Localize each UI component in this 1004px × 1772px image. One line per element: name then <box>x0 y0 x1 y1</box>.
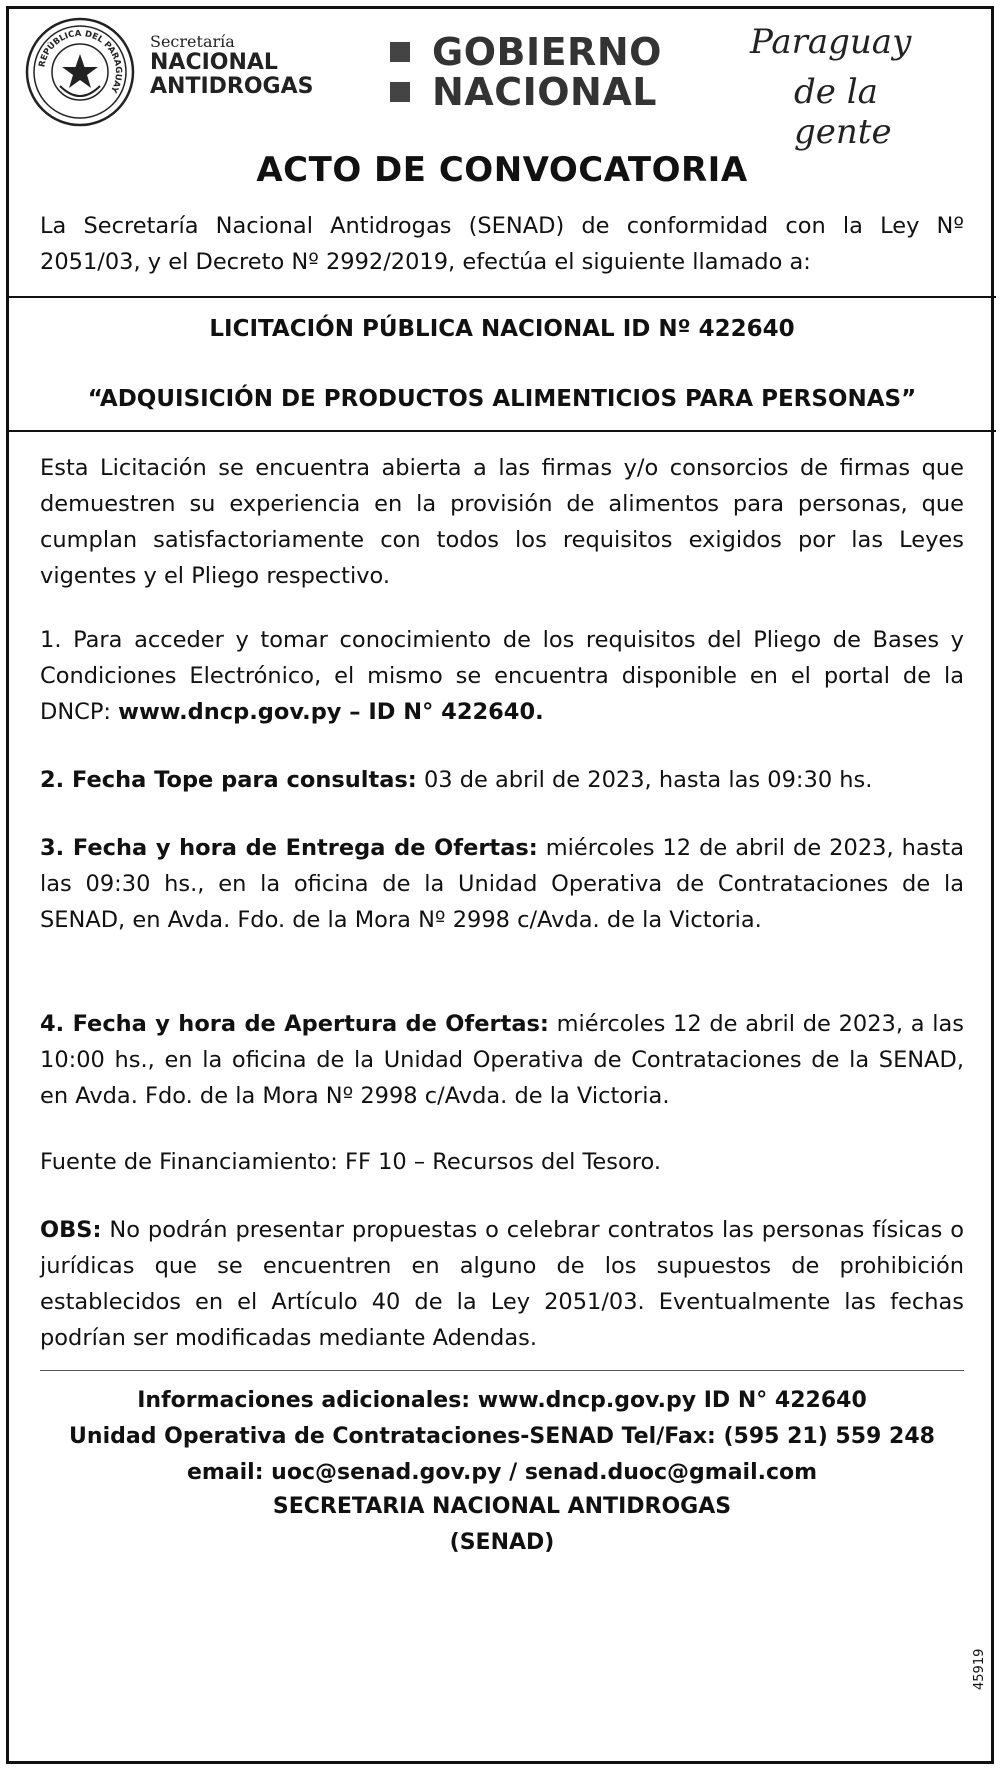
footer-org: SECRETARIA NACIONAL ANTIDROGAS <box>272 1494 732 1519</box>
divider <box>8 430 996 432</box>
paragraph-access-text: 1. Para acceder y tomar conocimiento de los requisitos del Pliego de Bases y Condiciones Electrónico, el mismo se encuentra disponible en el portal de la DNCP: <box>40 627 964 725</box>
paragraph-consult-deadline <box>40 762 964 798</box>
tender-name: “ADQUISICIÓN DE PRODUCTOS ALIMENTICIOS PARA PERSONAS” <box>87 386 917 412</box>
paragraph-opening <box>40 1006 964 1114</box>
consult-deadline-value: 03 de abril de 2023, hasta las 09:30 hs. <box>416 767 873 793</box>
senad-logo-line1: NACIONAL <box>150 50 278 75</box>
paragraph-eligibility: Esta Licitación se encuentra abierta a las firmas y/o consorcios de firmas que demuestren su experiencia en la provisión de alimentos para personas, que cumplan satisfactoriamente con todos los requisitos exigidos por las Leyes vigentes y el Pliego respectivo. <box>40 455 964 589</box>
gobierno-nacional-logo <box>390 32 662 112</box>
paragraph-obs <box>40 1212 964 1356</box>
gob-logo-line1: GOBIERNO <box>432 30 662 74</box>
opening-value: miércoles 12 de abril de 2023, a las 10:00 hs., en la oficina de la Unidad Operativa de Contrataciones de la SENAD, en Avda. Fdo. de la Mora Nº 2998 c/Avda. de la Victoria. <box>40 1011 964 1109</box>
senad-logo <box>150 32 313 99</box>
gob-logo-line2: NACIONAL <box>432 70 657 114</box>
delivery-value: miércoles 12 de abril de 2023, hasta las 09:30 hs., en la oficina de la Unidad Operativa de Contrataciones de la SENAD, en Avda. Fdo. de la Mora Nº 2998 c/Avda. de la Victoria. <box>40 835 964 933</box>
obs-label: OBS: <box>40 1217 102 1243</box>
senad-logo-small: Secretaría <box>150 32 235 51</box>
slogan-line1: Paraguay <box>750 22 912 62</box>
obs-value: No podrán presentar propuestas o celebrar contratos las personas físicas o jurídicas que se encuentren en alguno de los supuestos de prohibición establecidos en el Artículo 40 de la Ley 2051/03. Eventualmente las fechas podrían ser modificadas mediante Adendas. <box>40 1217 964 1351</box>
footer-info: Informaciones adicionales: www.dncp.gov.py ID N° 422640 <box>137 1388 867 1413</box>
paragraph-delivery <box>40 830 964 938</box>
opening-label: 4. Fecha y hora de Apertura de Ofertas: <box>40 1011 549 1037</box>
footer-email: email: uoc@senad.gov.py / senad.duoc@gmail.com <box>186 1460 818 1485</box>
slogan-line2: de la gente <box>794 72 892 152</box>
paragraph-access-link: www.dncp.gov.py – ID N° 422640. <box>118 699 544 725</box>
senad-logo-line2: ANTIDROGAS <box>150 74 314 99</box>
divider <box>40 1370 964 1371</box>
logo-square-icon <box>390 82 410 102</box>
delivery-label: 3. Fecha y hora de Entrega de Ofertas: <box>40 835 538 861</box>
page-title: ACTO DE CONVOCATORIA <box>256 150 748 190</box>
footer-org-abbr: (SENAD) <box>449 1530 555 1555</box>
logo-square-icon <box>390 42 410 62</box>
consult-deadline-label: 2. Fecha Tope para consultas: <box>40 767 417 793</box>
footer-contact: Unidad Operativa de Contrataciones-SENAD Tel/Fax: (595 21) 559 248 <box>69 1424 935 1449</box>
paragraph-access <box>40 622 964 730</box>
tender-id: LICITACIÓN PÚBLICA NACIONAL ID Nº 422640 <box>209 316 795 342</box>
ad-code: 45919 <box>972 1648 987 1690</box>
header <box>20 14 984 152</box>
paragraph-funding: Fuente de Financiamiento: FF 10 – Recursos del Tesoro. <box>40 1149 662 1175</box>
divider <box>8 296 996 298</box>
seal-text: REPÚBLICA DEL PARAGUAY <box>37 28 124 95</box>
intro-paragraph: La Secretaría Nacional Antidrogas (SENAD) de conformidad con la Ley Nº 2051/03, y el Decreto Nº 2992/2019, efectúa el siguiente llamado a: <box>40 213 964 275</box>
national-seal-icon <box>24 16 136 128</box>
